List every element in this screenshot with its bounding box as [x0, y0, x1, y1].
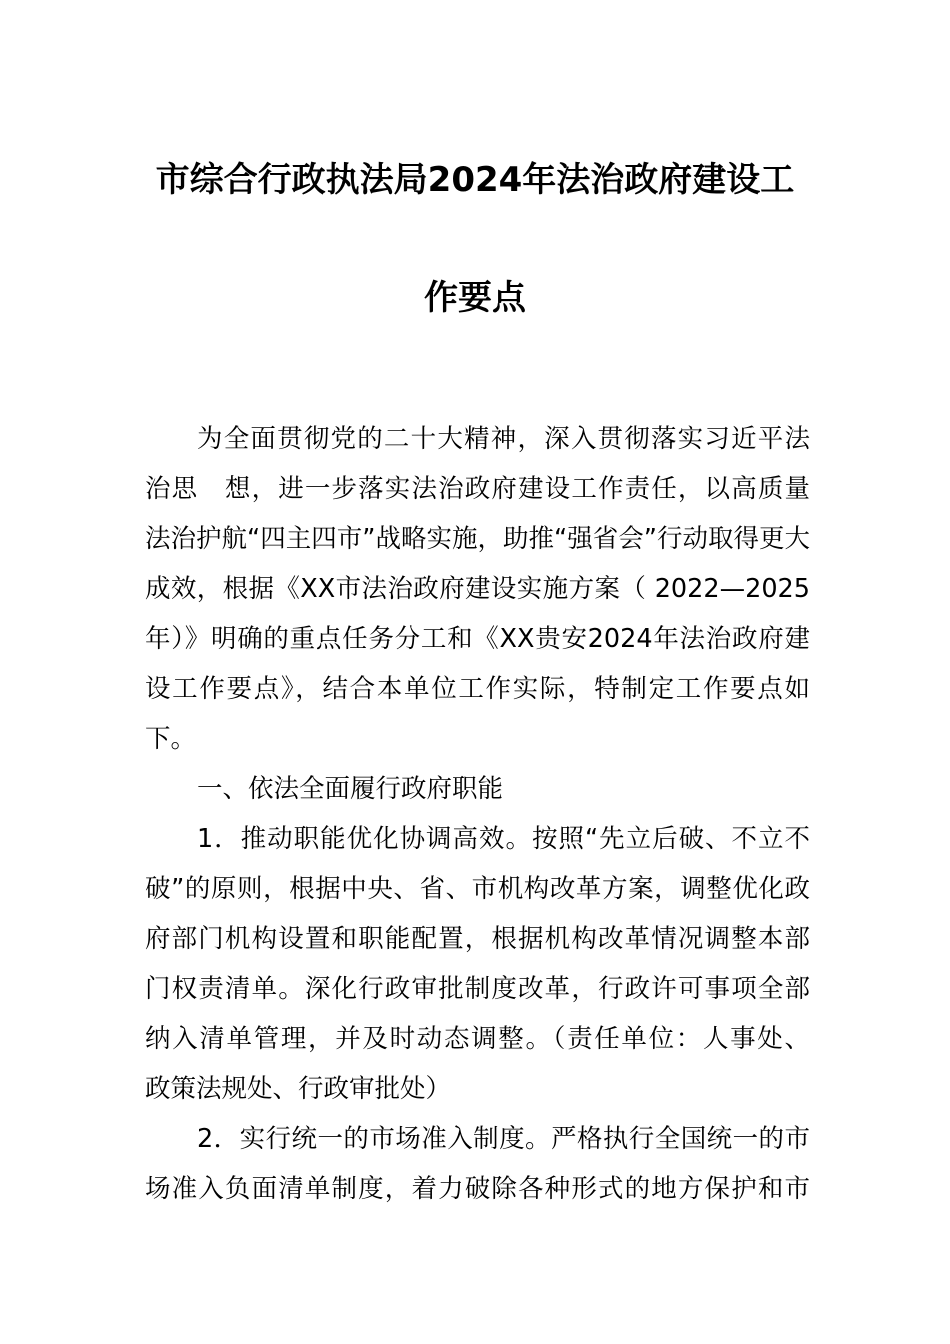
document-title-line-1: 市综合行政执法局2024年法治政府建设工: [155, 160, 795, 200]
paragraph-line: 年）》明确的重点任务分工和《XX贵安2024年法治政府建: [145, 624, 810, 654]
paragraph-line: 法治护航“四主四市”战略实施，助推“强省会”行动取得更大: [145, 524, 810, 554]
section-heading: 一、依法全面履行政府职能: [197, 774, 504, 804]
document-body: [145, 420, 810, 1220]
paragraph-line: 1．推动职能优化协调高效。按照“先立后破、不立不: [197, 824, 810, 854]
paragraph-line: 2．实行统一的市场准入制度。严格执行全国统一的市: [197, 1124, 810, 1154]
document-title-line-2: 作要点: [424, 278, 526, 318]
paragraph-line: 设工作要点》，结合本单位工作实际，特制定工作要点如: [145, 674, 810, 704]
paragraph-line: 政策法规处、行政审批处）: [145, 1074, 452, 1104]
paragraph-line: 府部门机构设置和职能配置，根据机构改革情况调整本部: [145, 924, 810, 954]
paragraph-line: 门权责清单。深化行政审批制度改革，行政许可事项全部: [145, 974, 810, 1004]
paragraph-line: 为全面贯彻党的二十大精神，深入贯彻落实习近平法: [197, 424, 810, 454]
paragraph-line: 治思 想，进一步落实法治政府建设工作责任，以高质量: [145, 474, 810, 504]
paragraph-line: 破”的原则，根据中央、省、市机构改革方案，调整优化政: [145, 874, 810, 904]
paragraph-line: 场准入负面清单制度，着力破除各种形式的地方保护和市: [145, 1174, 810, 1204]
paragraph-line: 下。: [145, 724, 197, 754]
paragraph-line: 纳入清单管理，并及时动态调整。（责任单位：人事处、: [145, 1024, 810, 1054]
paragraph-line: 成效，根据《XX市法治政府建设实施方案（ 2022—2025: [145, 574, 810, 604]
